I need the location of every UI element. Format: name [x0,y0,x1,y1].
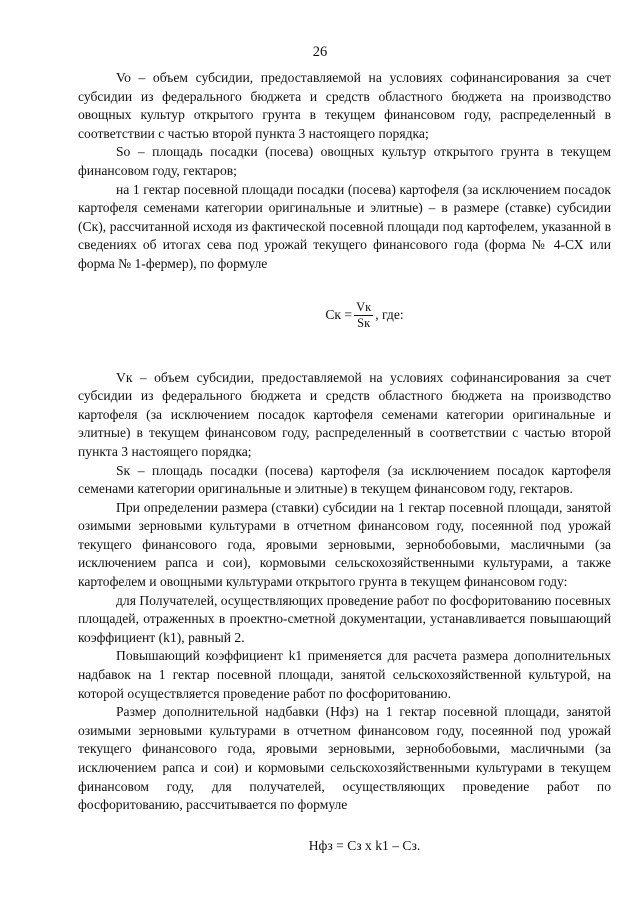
formula-nfz: Нфз = Сз x k1 – Сз. [308,837,421,853]
paragraph-coefficient-k1: для Получателей, осуществляющих проведение работ по фосфоритованию посевных площадей, отраженных в проектно-сметной документации, устанавливается повышающий коэффициент (k1), равный 2. [78,592,611,645]
formula-ck [118,296,611,336]
formula-ck-denominator: Sк [357,316,371,331]
paragraph-vk-definition: Vк – объем субсидии, предоставляемой на условиях софинансирования за счет субсидии из федерального бюджета и средств областного бюджета на производство картофеля (за исключением посадок картофеля семенами категории оригинальные и элитные) в текущем финансовом году, распределенный в соответствии с частью второй пункта 3 настоящего порядка; [78,369,611,459]
paragraph-so-definition: So – площадь посадки (посева) овощных культур открытого грунта в текущем финансовом году, гектаров; [78,144,611,178]
paragraph-rate-determination: При определении размера (ставки) субсидии на 1 гектар посевной площади, занятой озимыми зерновыми культурами в отчетном финансовом году, посеянной под урожай текущего финансового года, яровыми зерновыми, зернобобовыми, масличными (за исключением рапса и сои), кормовыми сельскохозяйственными культурами, а также картофелем и овощными культурами открытого грунта в текущем финансовом году: [78,499,611,590]
formula-ck-numerator: Vк [356,300,372,315]
formula-ck-suffix: , где: [375,307,404,323]
paragraph-potato-rate: на 1 гектар посевной площади посадки (посева) картофеля (за исключением посадок картофеля семенами категории оригинальные и элитные) – в размере (ставке) субсидии (Ск), рассчитанной исходя из фактической посевной площади под картофелем, указанной в сведениях об итогах сева под урожай текущего финансового года (форма № 4-СХ или форма № 1-фермер), по формуле [78,181,611,271]
document-body [78,69,611,855]
paragraph-vo-definition: Vo – объем субсидии, предоставляемой на условиях софинансирования за счет субсидии из федерального бюджета и средств областного бюджета на производство овощных культур открытого грунта в текущем финансовом году, распределенный в соответствии с частью второй пункта 3 настоящего порядка; [78,70,611,141]
paragraph-k1-application: Повышающий коэффициент k1 применяется для расчета размера дополнительных надбавок на 1 гектар посевной площади, занятой сельскохозяйственной культурой, на которой осуществляется проведение работ по фосфоритованию. [78,648,611,701]
formula-ck-lhs: Ск = [325,307,353,323]
formula-ck-fraction [354,300,373,331]
paragraph-nfz-definition: Размер дополнительной надбавки (Нфз) на 1 гектар посевной площади, занятой озимыми зерновыми культурами в отчетном финансовом году, посеянной под урожай текущего финансового года, яровыми зерновыми, зернобобовыми, масличными (за исключением рапса и сои) и кормовыми сельскохозяйственными культурами в текущем финансовом году, для получателей, осуществляющих проведение работ по фосфоритованию, рассчитывается по формуле [78,704,611,813]
page-number: 26 [312,44,328,60]
paragraph-sk-definition: Sк – площадь посадки (посева) картофеля (за исключением посадок картофеля семенами категории оригинальные и элитные) в текущем финансовом году, гектаров. [78,462,611,497]
